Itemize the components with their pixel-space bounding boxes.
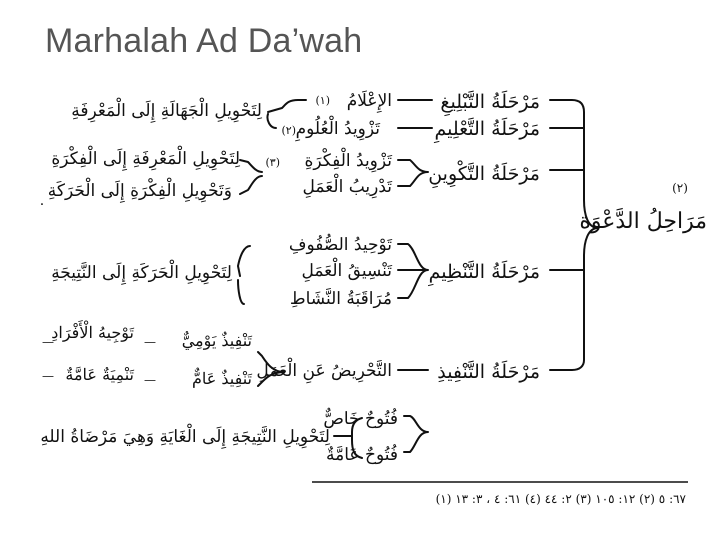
- root-label: مَرَاحِلُ الدَّعْوَة: [579, 209, 707, 234]
- stage-activity-connectors: [398, 100, 432, 452]
- activity-tazwid-fikrah: تَزْوِيدُ الْفِكْرَةِ: [304, 151, 392, 171]
- activity-tadrib: تَدْرِيبُ الْعَمَلِ: [302, 177, 392, 197]
- root-bracket: [550, 100, 598, 370]
- goal-dot: .: [39, 193, 45, 209]
- activity-muraqabah: مُرَاقَبَةُ النَّشَاطِ: [289, 289, 392, 309]
- tanfidh-dash-mid-top: —: [144, 335, 156, 349]
- activity-futuh-khas: فُتُوحٌ خَاصٌّ: [323, 409, 398, 429]
- activity-tazwid-ulum-number: (٢): [281, 124, 296, 137]
- tanfidh-dash-left-top: —: [42, 335, 54, 349]
- goal-natijah-ghayah: لِتَحْوِيلِ النَّتِيجَةِ إِلَى الْغَايَةِ وَهِيَ مَرْضَاةُ اللهِ: [40, 427, 330, 447]
- footnote-references: (١) ٦٧: ٥ (٢) ١٢: ١٠٥ (٣) ٢: ٤٤ (٤) ٦١: ٤ ، ٣: ١٣: [435, 492, 686, 506]
- slide-title: Marhalah Ad Da’wah: [45, 22, 363, 60]
- goal-fikrah-harakah: وَتَحْوِيلِ الْفِكْرَةِ إِلَى الْحَرَكَةِ: [47, 181, 232, 201]
- tanfidh-am: تَنْفِيذٌ عَامٌّ: [191, 369, 252, 388]
- activity-ilam-number: (١): [315, 94, 330, 107]
- stage-takwin: مَرْحَلَةُ التَّكْوِينِ: [428, 163, 540, 185]
- activity-futuh-ammah: فُتُوحٌ عَامَّةٌ: [326, 445, 398, 465]
- goal-jahalah-marifah: لِتَحْوِيلِ الْجَهَالَةِ إِلَى الْمَعْرِفَةِ: [71, 101, 262, 121]
- stage-talim: مَرْحَلَةُ التَّعْلِيمِ: [434, 118, 540, 140]
- activity-ilam: الإِعْلَامُ: [346, 91, 392, 111]
- stage-tanzim: مَرْحَلَةُ التَّنْظِيمِ: [428, 261, 540, 283]
- activity-tansiq: تَنْسِيقُ الْعَمَلِ: [301, 261, 392, 281]
- tanfidh-dash-mid-bottom: —: [144, 373, 156, 387]
- activity-tawhid: تَوْحِيدُ الصُّفُوفِ: [288, 235, 392, 255]
- tanfidh-yawmi: تَنْفِيذٌ يَوْمِيٌّ: [181, 331, 252, 350]
- activity-tazwid-ulum: تَزْوِيدُ الْعُلُومِ: [295, 119, 380, 139]
- goal-harakah-natijah: لِتَحْوِيلِ الْحَرَكَةِ إِلَى النَّتِيجَةِ: [51, 263, 232, 283]
- activity-tazwid-fikrah-number: (٣): [265, 156, 280, 169]
- tanfidh-dash-left-bottom: —: [42, 369, 54, 383]
- stage-tanfidh: مَرْحَلَةُ التَّنْفِيذِ: [437, 361, 540, 383]
- stage-tabligh: مَرْحَلَةُ التَّبْلِيغِ: [440, 91, 540, 113]
- tanmiyah-ammah: تَنْمِيَةٌ عَامَّةٌ: [65, 365, 134, 384]
- tawjih-afrad: تَوْجِيهُ الْأَفْرَادِ: [51, 323, 134, 342]
- root-number: (٢): [672, 181, 688, 195]
- goal-marifah-fikrah: لِتَحْوِيلِ الْمَعْرِفَةِ إِلَى الْفِكْرَةِ: [51, 149, 240, 169]
- activity-tahridh: التَّحْرِيضُ عَنِ الْعَمَلِ: [256, 361, 392, 381]
